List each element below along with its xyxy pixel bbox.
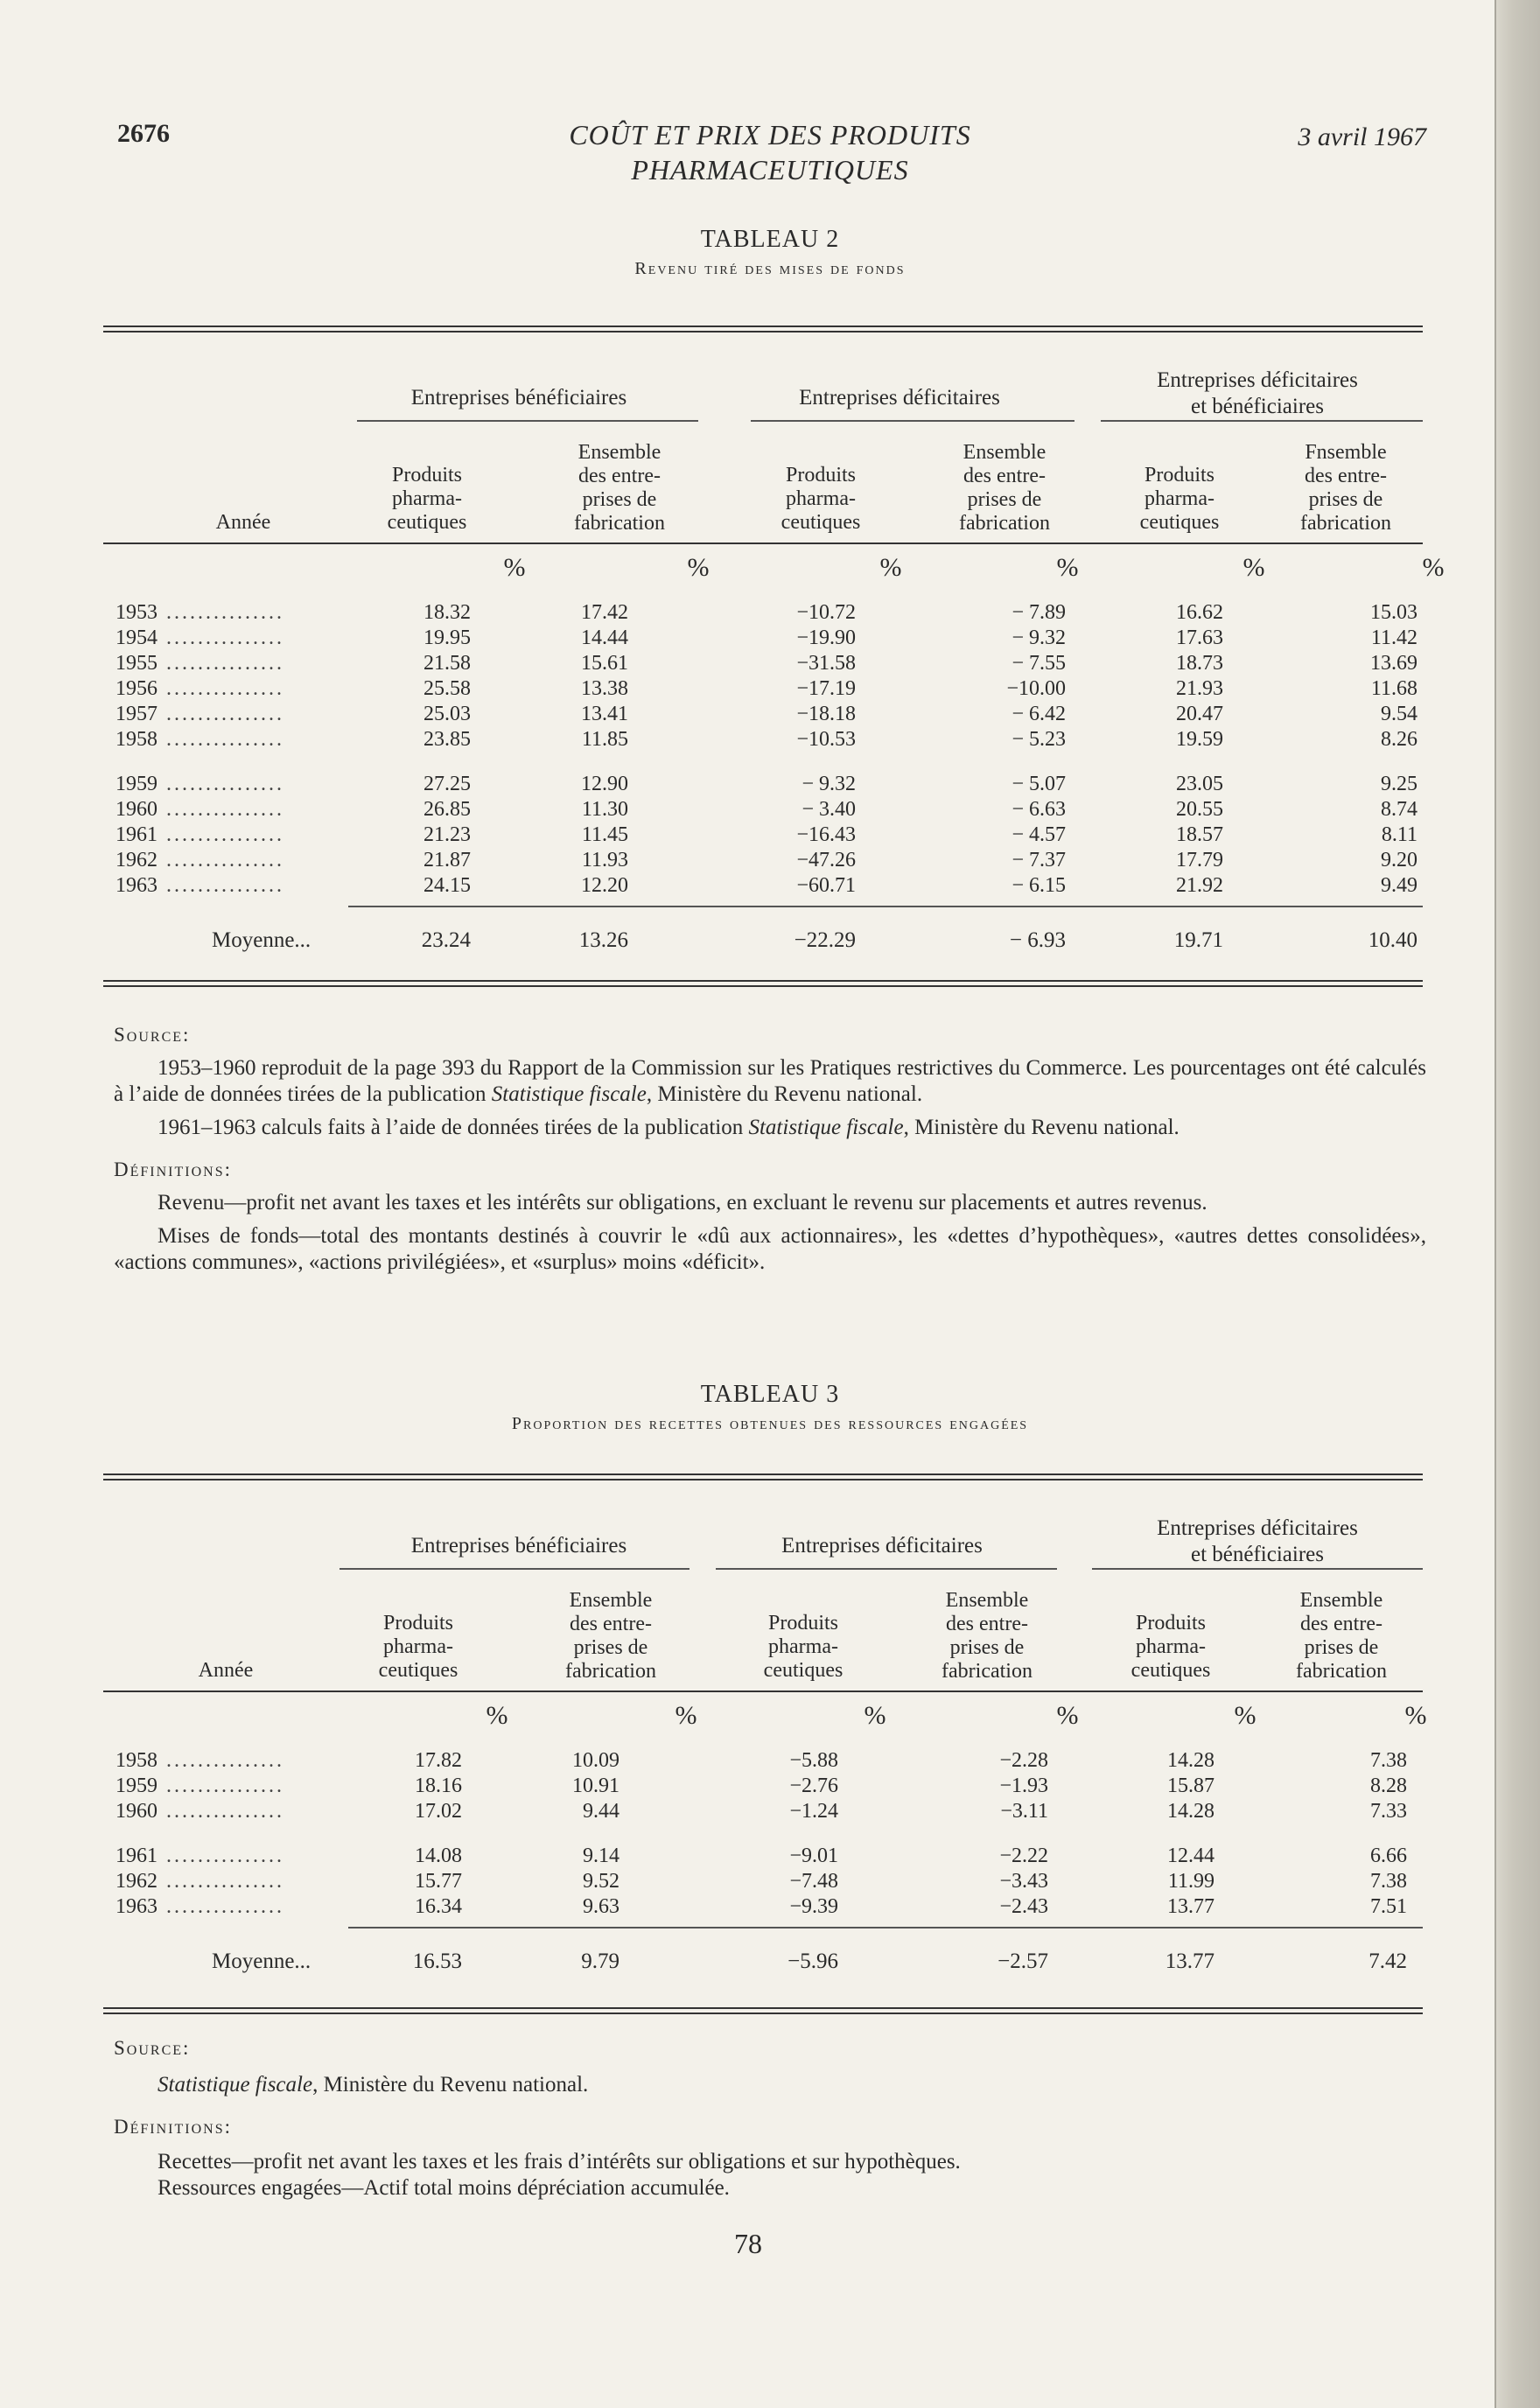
t3-pct-6: %	[1404, 1701, 1427, 1730]
table-row	[103, 676, 1423, 701]
t3-col-pharma-3	[1083, 1612, 1258, 1683]
source-p2-text: 1961–1963 calculs faits à l’aide de données tirées de la publication	[158, 1116, 749, 1139]
table3-body	[103, 1743, 1423, 2007]
col-ens-2-l3: prises de	[967, 488, 1042, 511]
cell-value: 8.26	[1381, 728, 1418, 751]
row-year: 1960	[116, 798, 158, 821]
cell-value: 18.73	[1176, 652, 1223, 675]
table3-top-rule	[103, 1474, 1423, 1480]
col-ens-3-l4: fabrication	[1300, 512, 1391, 535]
cell-value: − 7.37	[1012, 849, 1066, 872]
pct-4: %	[1056, 553, 1079, 582]
t3-col-pharma-1	[331, 1612, 506, 1683]
cell-value: − 3.40	[802, 798, 856, 821]
average-value: 23.24	[421, 928, 471, 952]
col-pharma-1	[340, 464, 514, 535]
cell-value: −2.43	[999, 1895, 1048, 1918]
col-year: Année	[215, 511, 271, 534]
leader-dots: ...............	[166, 601, 284, 624]
cell-value: 7.33	[1370, 1800, 1407, 1823]
leader-dots: ...............	[166, 677, 284, 700]
table-row	[103, 626, 1423, 650]
table2-top-rule	[103, 326, 1423, 332]
table2-bottom-rule	[103, 980, 1423, 987]
cell-value: −31.58	[796, 652, 856, 675]
average-label: Moyenne...	[212, 1950, 312, 1973]
definition-ressources: Ressources engagées—Actif total moins dépréciation accumulée.	[158, 2176, 730, 2200]
group-beneficiaires: Entreprises bénéficiaires	[410, 386, 627, 410]
cell-value: 15.77	[415, 1870, 462, 1893]
cell-value: −2.76	[789, 1774, 838, 1797]
pct-5: %	[1242, 553, 1265, 582]
cell-value: −1.24	[789, 1800, 838, 1823]
cell-value: 24.15	[424, 874, 471, 897]
col-ens-1-l4: fabrication	[574, 512, 665, 535]
cell-value: 27.25	[424, 773, 471, 795]
table-row	[103, 1894, 1423, 1919]
definition-mises-de-fonds: Mises de fonds—total des montants destinés à couvrir le «dû aux actionnaires», les «dettes d’hypothèques», «autres dettes consolidées», «actions communes», «actions privilégiées», et «surplus» moins «déficit».	[114, 1224, 1426, 1274]
cell-value: 9.52	[583, 1870, 620, 1893]
cell-value: 11.99	[1167, 1870, 1214, 1893]
page-edge	[1494, 0, 1540, 2408]
t3-pct-5: %	[1234, 1701, 1256, 1730]
cell-value: 9.14	[583, 1844, 620, 1867]
cell-value: −7.48	[789, 1870, 838, 1893]
table2-percent-row	[103, 544, 1445, 595]
average-value: 9.79	[581, 1950, 620, 1973]
table3-caption	[114, 1381, 1426, 1434]
cell-value: 17.42	[581, 601, 628, 624]
cell-value: 18.57	[1176, 823, 1223, 846]
cell-value: 21.87	[424, 849, 471, 872]
cell-value: − 6.42	[1012, 703, 1066, 725]
table-row	[103, 600, 1423, 625]
group-deficitaires: Entreprises déficitaires	[799, 386, 1000, 410]
t3-col-ens-2-l2: des entre-	[946, 1613, 1028, 1635]
col-pharma-1-l1: Produits	[391, 464, 462, 486]
definition-recettes: Recettes—profit net avant les taxes et les frais d’intérêts sur obligations et sur hypothèques.	[158, 2150, 961, 2174]
col-pharma-3	[1092, 464, 1267, 535]
col-ens-1-l1: Ensemble	[578, 441, 662, 464]
t3-col-ens-2	[900, 1589, 1074, 1684]
group-mixed-line1: Entreprises déficitaires	[1157, 368, 1358, 392]
t3-group-beneficiaires: Entreprises bénéficiaires	[410, 1534, 627, 1558]
cell-value: 11.42	[1370, 626, 1418, 649]
cell-value: −2.28	[999, 1749, 1048, 1772]
table-row	[103, 1774, 1423, 1798]
average-value: − 6.93	[1009, 928, 1066, 952]
t3-group-mixed-line2: et bénéficiaires	[1191, 1543, 1324, 1566]
col-pharma-2-l1: Produits	[785, 464, 856, 486]
table3-percent-row	[103, 1692, 1427, 1743]
t3-col-pharma-2	[716, 1612, 891, 1683]
cell-value: 26.85	[424, 798, 471, 821]
pct-1: %	[503, 553, 526, 582]
t3-col-year: Année	[198, 1659, 254, 1682]
cell-value: 17.79	[1176, 849, 1223, 872]
col-pharma-3-l3: ceutiques	[1139, 511, 1220, 534]
table3-bottom-rule	[103, 2007, 1423, 2014]
table2-title: TABLEAU 2	[700, 226, 840, 253]
t3-pct-1: %	[486, 1701, 508, 1730]
t3-definitions-heading: Définitions:	[114, 2116, 232, 2138]
cell-value: 13.38	[581, 677, 628, 700]
cell-value: 14.08	[415, 1844, 462, 1867]
t3-col-pharma-3-l2: pharma-	[1136, 1635, 1206, 1658]
cell-value: 11.45	[581, 823, 628, 846]
leader-dots: ...............	[166, 798, 284, 821]
average-value: −22.29	[794, 928, 856, 952]
cell-value: 19.59	[1176, 728, 1223, 751]
cell-value: −3.11	[1000, 1800, 1048, 1823]
table-row	[103, 873, 1423, 898]
row-year: 1959	[116, 1774, 158, 1797]
col-ens-3-l1: Fnsemble	[1305, 441, 1387, 464]
cell-value: 17.02	[415, 1800, 462, 1823]
cell-value: 23.05	[1176, 773, 1223, 795]
cell-value: 16.62	[1176, 601, 1223, 624]
cell-value: 16.34	[415, 1895, 462, 1918]
running-title-line2: PHARMACEUTIQUES	[631, 154, 909, 186]
col-ens-2-l4: fabrication	[959, 512, 1050, 535]
col-ens-1	[532, 441, 707, 536]
row-year: 1956	[116, 677, 158, 700]
cell-value: −1.93	[999, 1774, 1048, 1797]
cell-value: 17.63	[1176, 626, 1223, 649]
cell-value: 21.23	[424, 823, 471, 846]
table-row	[103, 1844, 1423, 1868]
header-date: 3 avril 1967	[1298, 122, 1426, 151]
pct-6: %	[1422, 553, 1445, 582]
cell-value: 21.58	[424, 652, 471, 675]
pct-3: %	[879, 553, 902, 582]
leader-dots: ...............	[166, 1870, 284, 1893]
row-year: 1959	[116, 773, 158, 795]
source-p1-text: 1953–1960 reproduit de la page 393 du Rapport de la Commission sur les Pratiques restrictives du Commerce. Les pourcentages ont été calculés à l’aide de données tirées de la publication	[114, 1056, 1426, 1106]
cell-value: −16.43	[796, 823, 856, 846]
cell-value: 7.38	[1370, 1749, 1407, 1772]
col-ens-2-l1: Ensemble	[962, 441, 1046, 464]
average-value: 19.71	[1173, 928, 1223, 952]
page-number: 2676	[117, 119, 170, 148]
t3-col-pharma-1-l1: Produits	[382, 1612, 453, 1634]
cell-value: 8.11	[1381, 823, 1418, 846]
average-row	[103, 1950, 1423, 1974]
cell-value: −3.43	[999, 1870, 1048, 1893]
t3-source-publication: Statistique fiscale	[158, 2073, 313, 2096]
table-row	[103, 702, 1423, 726]
cell-value: 9.49	[1381, 874, 1418, 897]
row-year: 1963	[116, 874, 158, 897]
row-year: 1961	[116, 1844, 158, 1867]
cell-value: 8.28	[1370, 1774, 1407, 1797]
cell-value: 12.90	[581, 773, 628, 795]
cell-value: 14.28	[1167, 1749, 1214, 1772]
cell-value: 15.03	[1370, 601, 1418, 624]
t3-col-pharma-2-l3: ceutiques	[763, 1659, 844, 1682]
cell-value: 14.28	[1167, 1800, 1214, 1823]
col-pharma-1-l2: pharma-	[392, 487, 462, 510]
cell-value: −5.88	[789, 1749, 838, 1772]
running-title-line1: COÛT ET PRIX DES PRODUITS	[569, 119, 971, 150]
source-p2-publication: Statistique fiscale	[748, 1116, 904, 1139]
t3-col-pharma-1-l3: ceutiques	[378, 1659, 458, 1682]
cell-value: 12.20	[581, 874, 628, 897]
row-year: 1961	[116, 823, 158, 846]
t3-col-pharma-2-l1: Produits	[767, 1612, 838, 1634]
cell-value: −2.22	[999, 1844, 1048, 1867]
cell-value: − 5.23	[1012, 728, 1066, 751]
average-value: 13.77	[1165, 1950, 1214, 1973]
cell-value: 8.74	[1381, 798, 1418, 821]
leader-dots: ...............	[166, 773, 284, 795]
cell-value: 9.44	[583, 1800, 620, 1823]
cell-value: −10.53	[796, 728, 856, 751]
t3-group-mixed-line1: Entreprises déficitaires	[1157, 1516, 1358, 1540]
cell-value: 9.54	[1381, 703, 1418, 725]
table-row	[103, 1748, 1423, 1773]
cell-value: −18.18	[796, 703, 856, 725]
cell-value: 9.25	[1381, 773, 1418, 795]
t3-col-pharma-3-l1: Produits	[1135, 1612, 1206, 1634]
cell-value: −60.71	[796, 874, 856, 897]
t3-col-ens-3	[1258, 1589, 1424, 1684]
table2-notes	[114, 1022, 1426, 1276]
cell-value: − 4.57	[1012, 823, 1066, 846]
cell-value: 11.93	[581, 849, 628, 872]
t3-source-rest: , Ministère du Revenu national.	[312, 2073, 589, 2096]
cell-value: 13.69	[1370, 652, 1418, 675]
t3-col-ens-3-l1: Ensemble	[1299, 1589, 1383, 1612]
col-ens-3-l3: prises de	[1308, 488, 1383, 511]
cell-value: 12.44	[1167, 1844, 1214, 1867]
leader-dots: ...............	[166, 703, 284, 725]
t3-pct-3: %	[864, 1701, 886, 1730]
cell-value: − 9.32	[1012, 626, 1066, 649]
row-year: 1958	[116, 728, 158, 751]
t3-pct-4: %	[1056, 1701, 1079, 1730]
col-ens-1-l2: des entre-	[578, 465, 661, 487]
table-row	[103, 1799, 1423, 1824]
t3-col-ens-2-l3: prises de	[949, 1636, 1025, 1659]
table2-group-header	[103, 332, 1423, 420]
pct-2: %	[687, 553, 710, 582]
leader-dots: ...............	[166, 652, 284, 675]
t3-col-pharma-2-l2: pharma-	[768, 1635, 838, 1658]
source-p1-publication: Statistique fiscale	[491, 1082, 647, 1106]
table2-body	[103, 595, 1423, 980]
cell-value: 17.82	[415, 1749, 462, 1772]
row-year: 1957	[116, 703, 158, 725]
table-row	[103, 848, 1423, 872]
row-year: 1963	[116, 1895, 158, 1918]
t3-col-ens-3-l3: prises de	[1304, 1636, 1379, 1659]
group-mixed-line2: et bénéficiaires	[1191, 395, 1324, 418]
table3-group-header	[103, 1480, 1423, 1568]
cell-value: 19.95	[424, 626, 471, 649]
leader-dots: ...............	[166, 1844, 284, 1867]
average-value: 7.42	[1368, 1950, 1407, 1973]
table-row	[103, 727, 1423, 752]
col-pharma-2-l3: ceutiques	[780, 511, 861, 534]
average-rule	[348, 906, 1423, 907]
leader-dots: ...............	[166, 849, 284, 872]
row-year: 1962	[116, 849, 158, 872]
leader-dots: ...............	[166, 1774, 284, 1797]
table2	[103, 326, 1445, 987]
cell-value: − 9.32	[802, 773, 856, 795]
cell-value: 9.63	[583, 1895, 620, 1918]
cell-value: 7.38	[1370, 1870, 1407, 1893]
source-p1-text-end: , Ministère du Revenu national.	[646, 1082, 923, 1106]
cell-value: 6.66	[1370, 1844, 1407, 1867]
average-row	[103, 928, 1423, 953]
table-row	[103, 1869, 1423, 1894]
t3-group-mixed	[1092, 1516, 1423, 1568]
leader-dots: ...............	[166, 1800, 284, 1823]
table3	[103, 1474, 1427, 2014]
average-value: −2.57	[998, 1950, 1048, 1973]
cell-value: −17.19	[796, 677, 856, 700]
average-value: 16.53	[412, 1950, 462, 1973]
t3-col-ens-1	[523, 1589, 698, 1684]
leader-dots: ...............	[166, 626, 284, 649]
page-header	[114, 116, 1426, 194]
t3-pct-2: %	[675, 1701, 697, 1730]
col-ens-2-l2: des entre-	[963, 465, 1046, 487]
cell-value: 15.61	[581, 652, 628, 675]
table-row	[103, 797, 1423, 822]
col-pharma-2	[733, 464, 908, 535]
cell-value: 11.68	[1370, 677, 1418, 700]
t3-col-ens-2-l1: Ensemble	[945, 1589, 1029, 1612]
leader-dots: ...............	[166, 728, 284, 751]
definitions-heading: Définitions:	[114, 1158, 232, 1180]
average-value: −5.96	[788, 1950, 838, 1973]
folio-number: 78	[734, 2228, 762, 2259]
leader-dots: ...............	[166, 1895, 284, 1918]
cell-value: 15.87	[1167, 1774, 1214, 1797]
t3-col-ens-3-l2: des entre-	[1300, 1613, 1382, 1635]
average-rule	[348, 1927, 1423, 1928]
row-year: 1958	[116, 1749, 158, 1772]
cell-value: − 6.15	[1012, 874, 1066, 897]
cell-value: 23.85	[424, 728, 471, 751]
cell-value: 9.20	[1381, 849, 1418, 872]
cell-value: 21.92	[1176, 874, 1223, 897]
running-title	[114, 117, 1426, 187]
cell-value: 13.41	[581, 703, 628, 725]
row-year: 1960	[116, 1800, 158, 1823]
cell-value: 18.16	[415, 1774, 462, 1797]
source-paragraph-2	[114, 1115, 1426, 1141]
cell-value: 14.44	[581, 626, 628, 649]
t3-col-pharma-1-l2: pharma-	[383, 1635, 453, 1658]
table2-caption	[114, 226, 1426, 279]
average-label: Moyenne...	[212, 928, 312, 952]
average-value: 13.26	[578, 928, 628, 952]
cell-value: 25.58	[424, 677, 471, 700]
leader-dots: ...............	[166, 823, 284, 846]
cell-value: − 7.55	[1012, 652, 1066, 675]
col-pharma-3-l1: Produits	[1144, 464, 1214, 486]
t3-col-pharma-3-l3: ceutiques	[1130, 1659, 1211, 1682]
t3-col-ens-1-l2: des entre-	[570, 1613, 652, 1635]
col-pharma-3-l2: pharma-	[1144, 487, 1214, 510]
row-year: 1955	[116, 652, 158, 675]
cell-value: −19.90	[796, 626, 856, 649]
cell-value: − 7.89	[1012, 601, 1066, 624]
cell-value: 7.51	[1370, 1895, 1407, 1918]
cell-value: 11.85	[581, 728, 628, 751]
definition-revenu: Revenu—profit net avant les taxes et les intérêts sur obligations, en excluant le revenu sur placements et autres revenus.	[158, 1191, 1208, 1214]
cell-value: 13.77	[1167, 1895, 1214, 1918]
t3-col-ens-2-l4: fabrication	[942, 1660, 1032, 1683]
leader-dots: ...............	[166, 874, 284, 897]
t3-source-text	[114, 2072, 1426, 2098]
cell-value: 18.32	[424, 601, 471, 624]
col-ens-3-l2: des entre-	[1305, 465, 1387, 487]
table2-column-header	[103, 420, 1423, 542]
col-ens-3	[1267, 441, 1424, 536]
leader-dots: ...............	[166, 1749, 284, 1772]
cell-value: 20.55	[1176, 798, 1223, 821]
t3-col-ens-3-l4: fabrication	[1296, 1660, 1387, 1683]
source-paragraph-1	[114, 1055, 1426, 1108]
table2-subtitle: Revenu tiré des mises de fonds	[634, 259, 906, 278]
col-pharma-2-l2: pharma-	[786, 487, 856, 510]
cell-value: − 6.63	[1012, 798, 1066, 821]
t3-col-ens-1-l1: Ensemble	[569, 1589, 653, 1612]
col-pharma-1-l3: ceutiques	[387, 511, 467, 534]
cell-value: −9.01	[789, 1844, 838, 1867]
col-ens-1-l3: prises de	[582, 488, 657, 511]
group-mixed	[1092, 368, 1423, 420]
t3-col-ens-1-l4: fabrication	[565, 1660, 656, 1683]
row-year: 1953	[116, 601, 158, 624]
cell-value: − 5.07	[1012, 773, 1066, 795]
cell-value: −47.26	[796, 849, 856, 872]
cell-value: 21.93	[1176, 677, 1223, 700]
cell-value: −10.00	[1006, 677, 1066, 700]
table3-column-header	[103, 1568, 1423, 1690]
table3-title: TABLEAU 3	[700, 1381, 840, 1408]
cell-value: 20.47	[1176, 703, 1223, 725]
source-p2-text-end: , Ministère du Revenu national.	[903, 1116, 1180, 1139]
col-ens-2	[917, 441, 1092, 536]
cell-value: 11.30	[581, 798, 628, 821]
table-row	[103, 651, 1423, 676]
table-row	[103, 772, 1423, 796]
row-year: 1954	[116, 626, 158, 649]
table3-subtitle: Proportion des recettes obtenues des ressources engagées	[511, 1414, 1029, 1433]
cell-value: −9.39	[789, 1895, 838, 1918]
source-heading: Source:	[114, 1024, 191, 1046]
cell-value: 10.09	[572, 1749, 620, 1772]
cell-value: 25.03	[424, 703, 471, 725]
cell-value: 10.91	[572, 1774, 620, 1797]
row-year: 1962	[116, 1870, 158, 1893]
t3-source-heading: Source:	[114, 2037, 191, 2059]
t3-group-deficitaires: Entreprises déficitaires	[781, 1534, 983, 1558]
table3-notes	[114, 2035, 1426, 2202]
average-value: 10.40	[1368, 928, 1418, 952]
table-row	[103, 822, 1423, 847]
t3-col-ens-1-l3: prises de	[573, 1636, 648, 1659]
cell-value: −10.72	[796, 601, 856, 624]
